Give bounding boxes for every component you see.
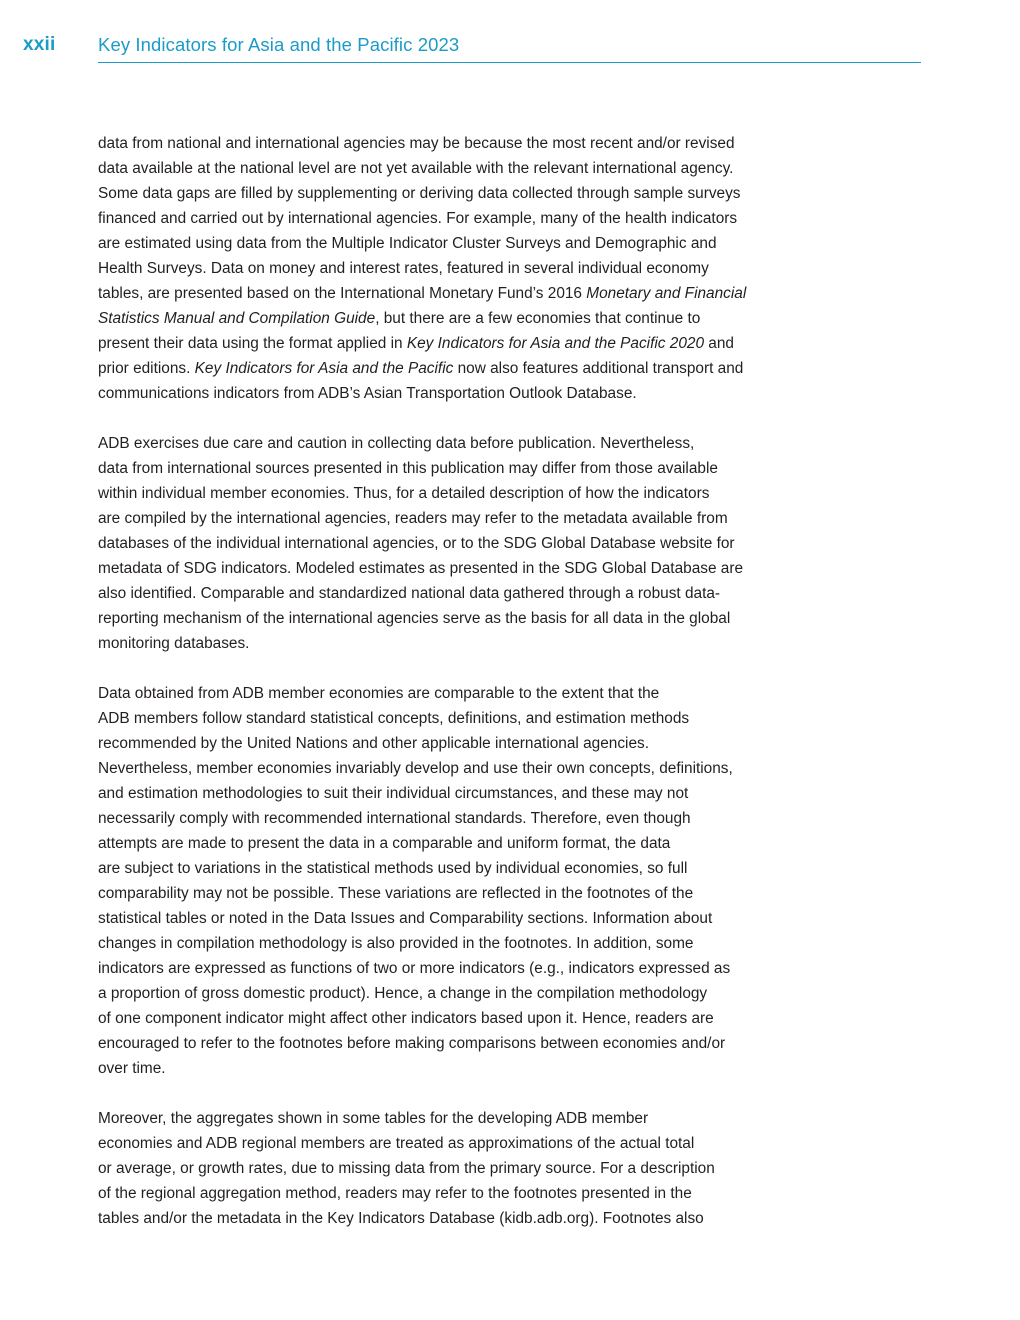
italic-title-text: Monetary and Financial: [586, 285, 747, 302]
italic-title-text: Key Indicators for Asia and the Pacific: [194, 360, 454, 377]
text-segment: , but there are a few economies that continue to: [375, 310, 701, 327]
text-line: [98, 1181, 798, 1206]
text-line: [98, 181, 798, 206]
text-segment: statistical tables or noted in the Data Issues and Comparability sections. Information about: [98, 910, 713, 927]
text-segment: data available at the national level are not yet available with the relevant international agency.: [98, 160, 734, 177]
text-line: [98, 781, 798, 806]
text-segment: are subject to variations in the statistical methods used by individual economies, so full: [98, 860, 688, 877]
text-line: [98, 1156, 798, 1181]
text-line: [98, 906, 798, 931]
text-line: [98, 756, 798, 781]
header-rule: [98, 62, 921, 63]
text-segment: present their data using the format applied in: [98, 335, 407, 352]
text-line: [98, 481, 798, 506]
text-line: [98, 631, 798, 656]
italic-title-text: Key Indicators for Asia and the Pacific 2020: [406, 335, 705, 352]
text-line: [98, 1206, 798, 1231]
text-line: [98, 306, 798, 331]
text-line: [98, 1056, 798, 1081]
text-segment: reporting mechanism of the international agencies serve as the basis for all data in the global: [98, 610, 731, 627]
text-segment: ADB exercises due care and caution in collecting data before publication. Nevertheless,: [98, 435, 695, 452]
text-segment: over time.: [98, 1060, 166, 1077]
text-segment: tables and/or the metadata in the Key Indicators Database (kidb.adb.org). Footnotes also: [98, 1210, 704, 1227]
text-segment: databases of the individual international agencies, or to the SDG Global Database website for: [98, 535, 735, 552]
text-line: [98, 581, 798, 606]
text-line: [98, 706, 798, 731]
text-line: [98, 831, 798, 856]
text-line: [98, 606, 798, 631]
text-segment: Nevertheless, member economies invariably develop and use their own concepts, definitions,: [98, 760, 733, 777]
text-segment: ADB members follow standard statistical concepts, definitions, and estimation methods: [98, 710, 690, 727]
text-segment: of one component indicator might affect other indicators based upon it. Hence, readers are: [98, 1010, 714, 1027]
text-line: [98, 681, 798, 706]
text-line: [98, 856, 798, 881]
text-line: [98, 156, 798, 181]
text-line: [98, 356, 798, 381]
paragraph: [98, 1106, 798, 1231]
text-line: [98, 131, 798, 156]
text-line: [98, 1131, 798, 1156]
text-line: [98, 506, 798, 531]
text-segment: monitoring databases.: [98, 635, 250, 652]
text-segment: economies and ADB regional members are treated as approximations of the actual total: [98, 1135, 695, 1152]
text-line: [98, 1106, 798, 1131]
text-segment: recommended by the United Nations and other applicable international agencies.: [98, 735, 649, 752]
text-segment: data from international sources presented in this publication may differ from those available: [98, 460, 718, 477]
paragraph-gap: [98, 656, 798, 681]
text-segment: and estimation methodologies to suit their individual circumstances, and these may not: [98, 785, 689, 802]
text-line: [98, 981, 798, 1006]
text-segment: Data obtained from ADB member economies are comparable to the extent that the: [98, 685, 660, 702]
text-segment: encouraged to refer to the footnotes before making comparisons between economies and/or: [98, 1035, 726, 1052]
text-line: [98, 281, 798, 306]
text-segment: Moreover, the aggregates shown in some tables for the developing ADB member: [98, 1110, 649, 1127]
running-header-title: Key Indicators for Asia and the Pacific 2023: [98, 34, 460, 55]
text-segment: metadata of SDG indicators. Modeled estimates as presented in the SDG Global Database are: [98, 560, 744, 577]
text-segment: prior editions.: [98, 360, 195, 377]
text-segment: indicators are expressed as functions of two or more indicators (e.g., indicators expressed as: [98, 960, 731, 977]
text-line: [98, 531, 798, 556]
text-segment: of the regional aggregation method, readers may refer to the footnotes presented in the: [98, 1185, 692, 1202]
text-segment: now also features additional transport and: [453, 360, 744, 377]
text-line: [98, 956, 798, 981]
text-segment: or average, or growth rates, due to missing data from the primary source. For a description: [98, 1160, 715, 1177]
text-line: [98, 231, 798, 256]
text-segment: within individual member economies. Thus, for a detailed description of how the indicators: [98, 485, 710, 502]
text-line: [98, 206, 798, 231]
text-segment: a proportion of gross domestic product). Hence, a change in the compilation methodology: [98, 985, 708, 1002]
text-segment: also identified. Comparable and standardized national data gathered through a robust data-: [98, 585, 721, 602]
text-segment: data from national and international agencies may be because the most recent and/or revised: [98, 135, 735, 152]
text-line: [98, 256, 798, 281]
text-line: [98, 1031, 798, 1056]
paragraph-gap: [98, 1081, 798, 1106]
text-line: [98, 381, 798, 406]
text-segment: Some data gaps are filled by supplementing or deriving data collected through sample surveys: [98, 185, 741, 202]
paragraph-gap: [98, 406, 798, 431]
paragraph: [98, 131, 798, 406]
body-text: [98, 131, 798, 1231]
text-segment: attempts are made to present the data in a comparable and uniform format, the data: [98, 835, 671, 852]
text-segment: tables, are presented based on the International Monetary Fund’s 2016: [98, 285, 587, 302]
text-line: [98, 881, 798, 906]
text-line: [98, 331, 798, 356]
paragraph: [98, 431, 798, 656]
text-segment: changes in compilation methodology is also provided in the footnotes. In addition, some: [98, 935, 694, 952]
italic-title-text: Statistics Manual and Compilation Guide: [98, 310, 376, 327]
text-line: [98, 1006, 798, 1031]
page-number: xxii: [23, 34, 56, 55]
text-segment: comparability may not be possible. These variations are reflected in the footnotes of the: [98, 885, 694, 902]
text-segment: are estimated using data from the Multiple Indicator Cluster Surveys and Demographic and: [98, 235, 717, 252]
text-line: [98, 431, 798, 456]
text-segment: communications indicators from ADB’s Asian Transportation Outlook Database.: [98, 385, 637, 402]
text-segment: necessarily comply with recommended international standards. Therefore, even though: [98, 810, 691, 827]
text-line: [98, 931, 798, 956]
text-segment: financed and carried out by international agencies. For example, many of the health indicators: [98, 210, 738, 227]
text-segment: and: [704, 335, 734, 352]
paragraph: [98, 681, 798, 1081]
text-line: [98, 731, 798, 756]
text-line: [98, 556, 798, 581]
text-line: [98, 806, 798, 831]
text-segment: Health Surveys. Data on money and interest rates, featured in several individual economy: [98, 260, 709, 277]
text-line: [98, 456, 798, 481]
text-segment: are compiled by the international agencies, readers may refer to the metadata available from: [98, 510, 728, 527]
running-header: [0, 0, 1020, 70]
